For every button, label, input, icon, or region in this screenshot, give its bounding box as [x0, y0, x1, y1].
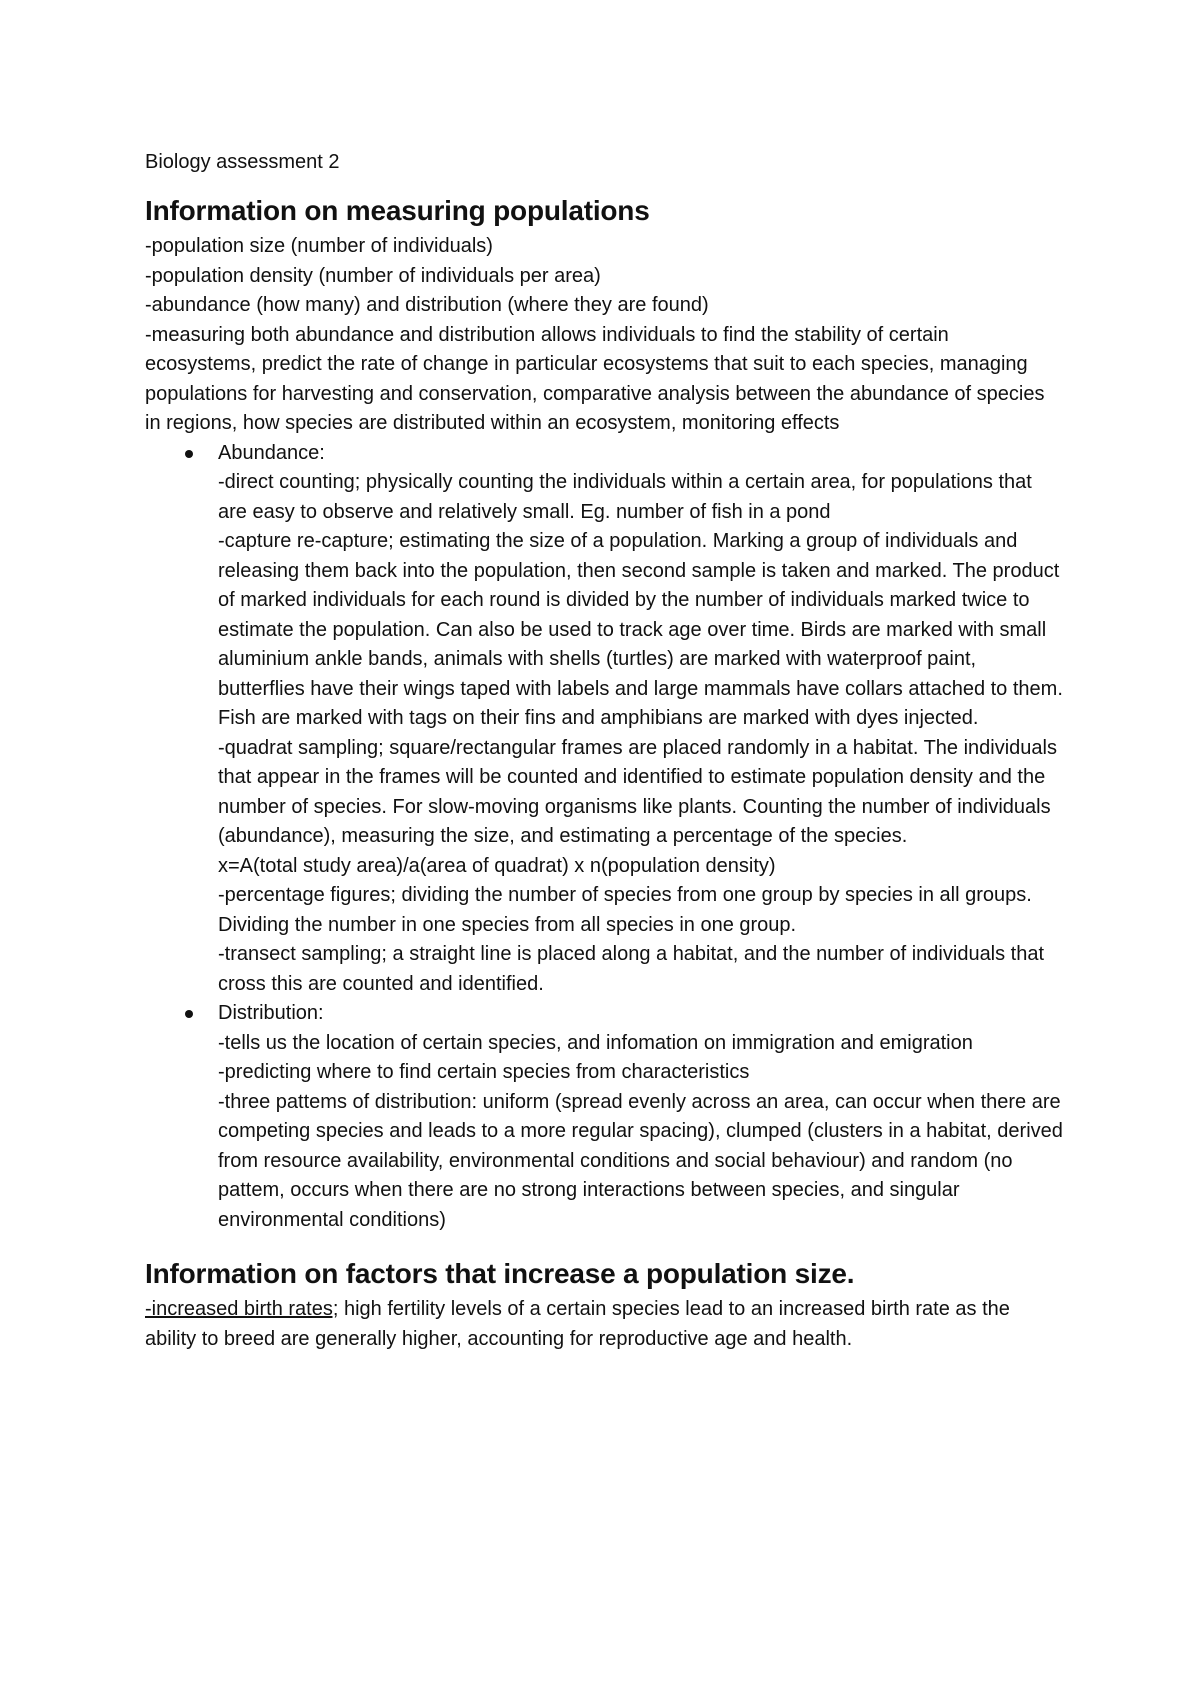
bullet-label-abundance: Abundance:	[218, 441, 325, 464]
text-birth-rates-description: high fertility levels of a certain species lead to an increased birth rate as the ability to breed are generally higher, accounting for reproductive age and health.	[145, 1298, 1010, 1350]
document-body	[145, 148, 1065, 1354]
formula-quadrat: x=A(total study area)/a(area of quadrat) x n(population density)	[218, 854, 776, 877]
bullet-abundance	[145, 439, 1065, 1000]
paragraph-direct-counting: -direct counting; physically counting the individuals within a certain area, for populations that are easy to observe and relatively small. Eg. number of fish in a pond	[218, 471, 1032, 523]
section-factors	[145, 1257, 1065, 1354]
paragraph-distribution-patterns: -three pattems of distribution: uniform (spread evenly across an area, can occur when there are competing species and leads to a more regular spacing), clumped (clusters in a habitat, derived from resource availability, environmental conditions and social behaviour) and random (no pattem, occurs when there are no strong interactions between species, and singular environmental conditions)	[218, 1090, 1063, 1231]
section-heading-factors-increase: Information on factors that increase a population size.	[145, 1258, 855, 1289]
bullet-dot-icon	[185, 1010, 193, 1018]
section-heading-measuring-populations: Information on measuring populations	[145, 195, 650, 226]
term-increased-birth-rates: -increased birth rates;	[145, 1298, 339, 1320]
bullet-distribution	[145, 999, 1065, 1235]
paragraph-distribution-predicting: -predicting where to find certain species from characteristics	[218, 1061, 750, 1083]
text-line-population-density: -population density (number of individuals per area)	[145, 264, 601, 287]
text-line-population-size: -population size (number of individuals)	[145, 235, 493, 257]
paragraph-measuring-both: -measuring both abundance and distribution allows individuals to find the stability of certain ecosystems, predict the rate of change in particular ecosystems that suit to each species, managing populations for harvesting and conservation, comparative analysis between the abundance of species in regions, how species are distributed within an ecosystem, monitoring effects	[145, 323, 1045, 434]
paragraph-percentage-figures: -percentage figures; dividing the number of species from one group by species in all groups. Dividing the number in one species from all species in one group.	[218, 884, 1032, 936]
bullet-label-distribution: Distribution:	[218, 1002, 324, 1024]
paragraph-transect-sampling: -transect sampling; a straight line is placed along a habitat, and the number of individuals that cross this are counted and identified.	[218, 943, 1045, 995]
paragraph-distribution-location: -tells us the location of certain species, and infomation on immigration and emigration	[218, 1031, 973, 1054]
paragraph-capture-recapture: -capture re-capture; estimating the size of a population. Marking a group of individuals and releasing them back into the population, then second sample is taken and marked. The product of marked individuals for each round is divided by the number of individuals marked twice to estimate the population. Can also be used to track age over time. Birds are marked with small aluminium ankle bands, animals with shells (turtles) are marked with waterproof paint, butterflies have their wings taped with labels and large mammals have collars attached to them. Fish are marked with tags on their fins and amphibians are marked with dyes injected.	[218, 530, 1063, 729]
paragraph-birth-rates	[145, 1295, 1065, 1354]
bullet-dot-icon	[185, 450, 193, 458]
document-title: Biology assessment 2	[145, 151, 340, 173]
text-line-abundance-distribution: -abundance (how many) and distribution (where they are found)	[145, 294, 709, 316]
paragraph-quadrat-sampling: -quadrat sampling; square/rectangular frames are placed randomly in a habitat. The individuals that appear in the frames will be counted and identified to estimate population density and the number of species. For slow-moving organisms like plants. Counting the number of individuals (abundance), measuring the size, and estimating a percentage of the species.	[218, 736, 1057, 847]
